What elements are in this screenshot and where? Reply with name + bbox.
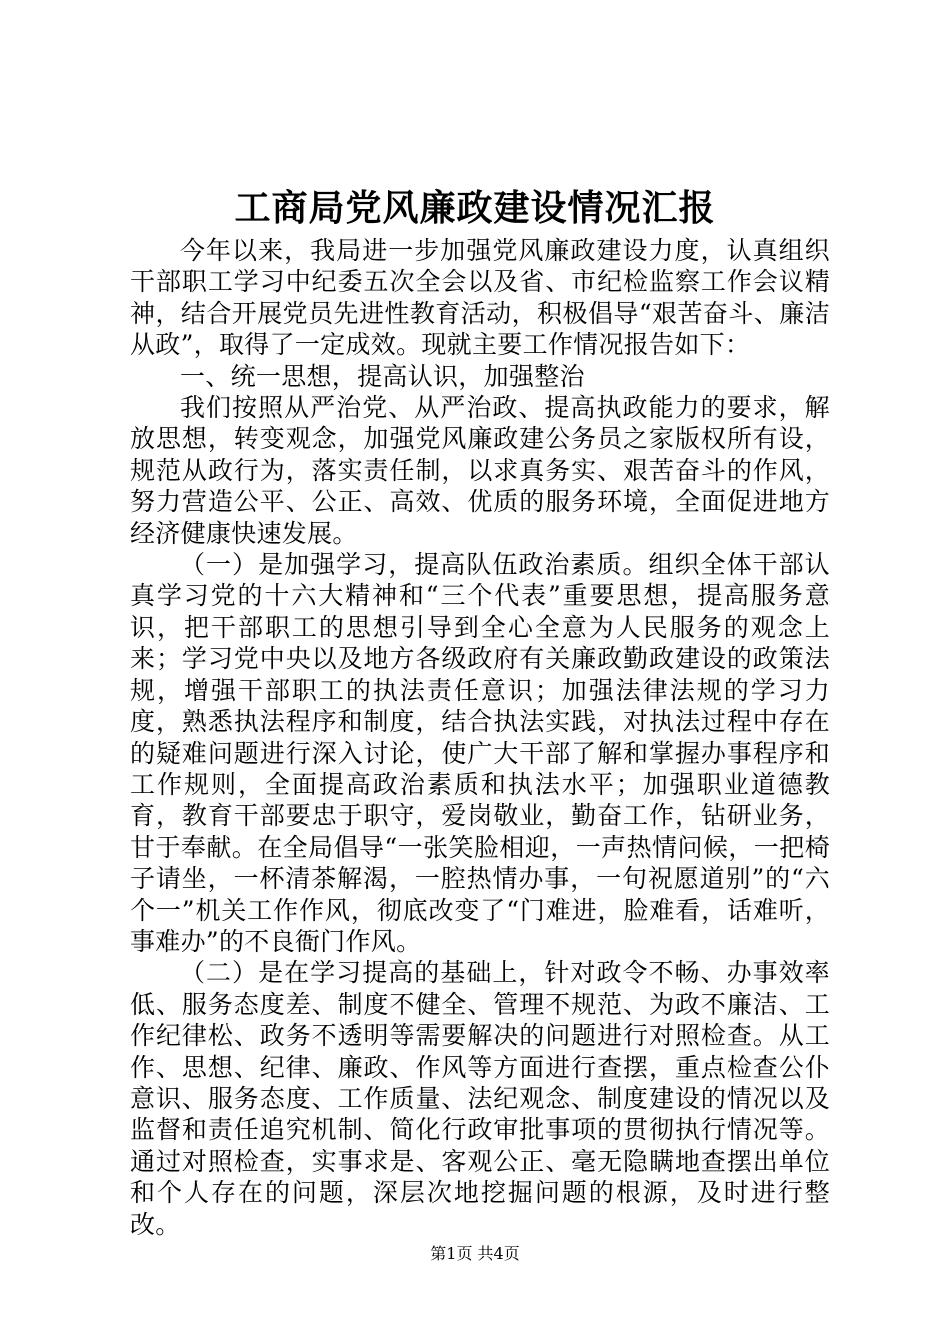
document-body — [130, 235, 830, 1240]
intro-paragraph: 今年以来，我局进一步加强党风廉政建设力度，认真组织干部职工学习中纪委五次全会以及省、市纪检监察工作会议精神，结合开展党员先进性教育活动，积极倡导“艰苦奋斗、廉洁从政”，取得了一定成效。现就主要工作情况报告如下： — [130, 236, 830, 360]
section-heading-1: 一、统一思想，提高认识，加强整治 — [180, 361, 585, 391]
item-1-paragraph: （一）是加强学习，提高队伍政治素质。组织全体干部认真学习党的十六大精神和“三个代表”重要思想，提高服务意识，把干部职工的思想引导到全心全意为人民服务的观念上来；学习党中央以及地方各级政府有关廉政勤政建设的政策法规，增强干部职工的执法责任意识；加强法律法规的学习力度，熟悉执法程序和制度，结合执法实践，对执法过程中存在的疑难问题进行深入讨论，使广大干部了解和掌握办事程序和工作规则，全面提高政治素质和执法水平；加强职业道德教育，教育干部要忠于职守，爱岗敬业，勤奋工作，钻研业务，甘于奉献。在全局倡导“一张笑脸相迎，一声热情问候，一把椅子请坐，一杯清茶解渴，一腔热情办事，一句祝愿道别”的“六个一”机关工作作风，彻底改变了“门难进，脸难看，话难听，事难办”的不良衙门作风。 — [130, 550, 830, 956]
document-title: 工商局党风廉政建设情况汇报 — [234, 187, 716, 229]
item-2-paragraph: （二）是在学习提高的基础上，针对政令不畅、办事效率低、服务态度差、制度不健全、管理不规范、为政不廉洁、工作纪律松、政务不透明等需要解决的问题进行对照检查。从工作、思想、纪律、廉政、作风等方面进行查摆，重点检查公仆意识、服务态度、工作质量、法纪观念、制度建设的情况以及监督和责任追究机制、简化行政审批事项的贯彻执行情况等。通过对照检查，实事求是、客观公正、毫无隐瞒地查摆出单位和个人存在的问题，深层次地挖掘问题的根源，及时进行整改。 — [130, 958, 830, 1239]
section-1-paragraph: 我们按照从严治党、从严治政、提高执政能力的要求，解放思想，转变观念，加强党风廉政建公务员之家版权所有设，规范从政行为，落实责任制，以求真务实、艰苦奋斗的作风，努力营造公平、公正、高效、优质的服务环境，全面促进地方经济健康快速发展。 — [130, 393, 830, 548]
page-number-footer: 第1页 共4页 — [430, 1244, 520, 1263]
